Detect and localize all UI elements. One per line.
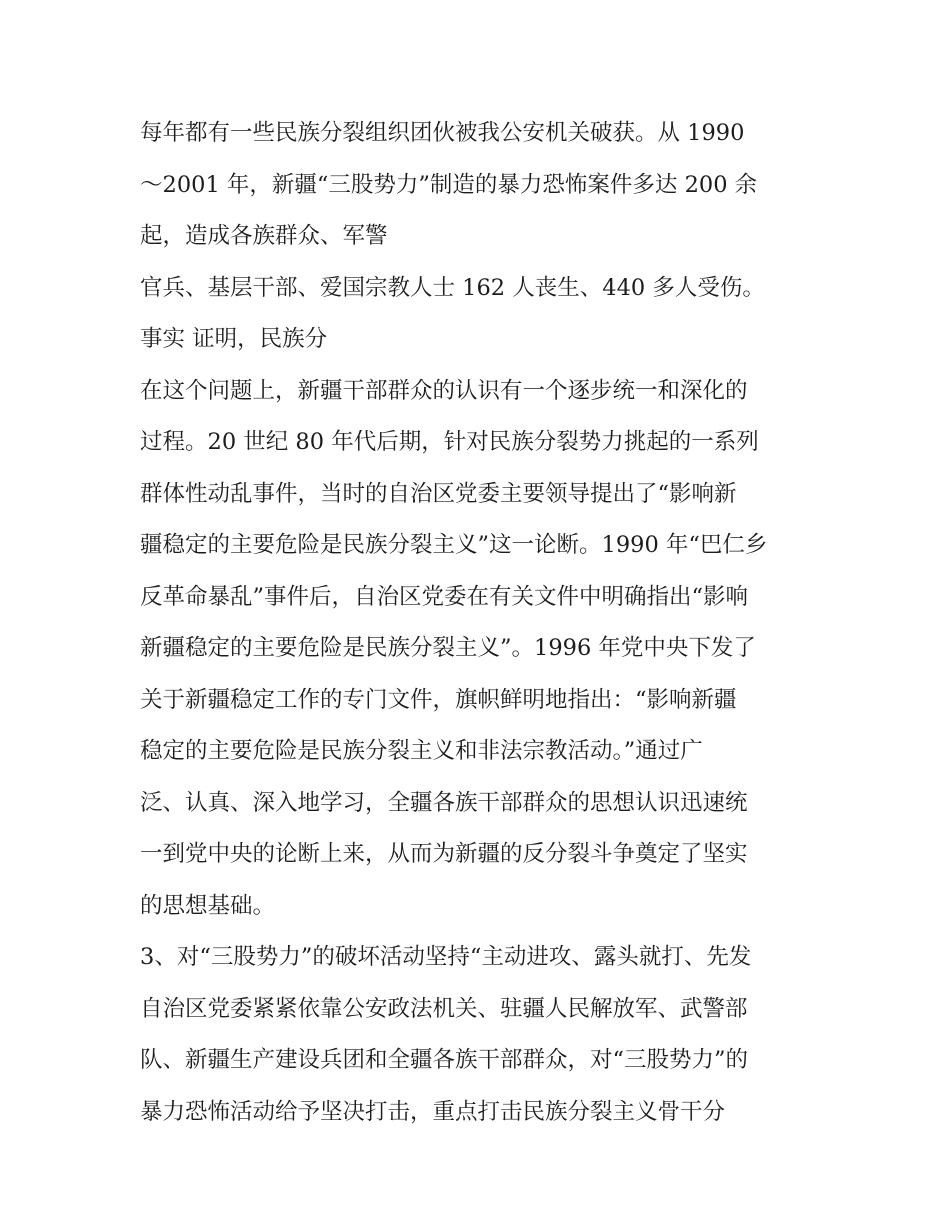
text-line: 泛、认真、深入地学习，全疆各族干部群众的思想认识迅速统 [140, 789, 748, 816]
text-line: 队、新疆生产建设兵团和全疆各族干部群众，对“三股势力”的 [140, 1047, 749, 1073]
text-line: 事实 证明，民族分 [140, 326, 328, 352]
text-line: 群体性动乱事件，当时的自治区党委主要领导提出了“影响新 [140, 480, 737, 507]
text-line: 在这个问题上，新疆干部群众的认识有一个逐步统一和深化的 [140, 377, 748, 404]
text-line: 每年都有一些民族分裂组织团伙被我公安机关破获。从 1990 [140, 120, 745, 146]
text-line: 关于新疆稳定工作的专门文件，旗帜鲜明地指出：“影响新疆 [140, 686, 737, 713]
text-line: 自治区党委紧紧依靠公安政法机关、驻疆人民解放军、武警部 [140, 995, 748, 1022]
text-line: ～2001 年，新疆“三股势力”制造的暴力恐怖案件多达 200 余 [140, 171, 758, 198]
text-line: 反革命暴乱”事件后，自治区党委在有关文件中明确指出“影响 [140, 583, 749, 610]
text-line: 3、对“三股势力”的破坏活动坚持“主动进攻、露头就打、先发 [140, 944, 752, 970]
text-line: 一到党中央的论断上来，从而为新疆的反分裂斗争奠定了坚实 [140, 841, 748, 867]
text-line: 稳定的主要危险是民族分裂主义和非法宗教活动。”通过广 [140, 738, 703, 764]
text-line: 过程。20 世纪 80 年代后期，针对民族分裂势力挑起的一系列 [140, 429, 759, 455]
text-line: 暴力恐怖活动给予坚决打击，重点打击民族分裂主义骨干分 [140, 1098, 726, 1125]
text-line: 官兵、基层干部、爱国宗教人士 162 人丧生、440 多人受伤。 [140, 274, 765, 301]
text-line: 新疆稳定的主要危险是民族分裂主义”。1996 年党中央下发了 [140, 635, 756, 661]
text-line: 起，造成各族群众、军警 [140, 223, 388, 249]
text-line: 疆稳定的主要危险是民族分裂主义”这一论断。1990 年“巴仁乡 [140, 532, 768, 558]
text-line: 的思想基础。 [140, 892, 276, 919]
body-text [140, 108, 830, 1138]
